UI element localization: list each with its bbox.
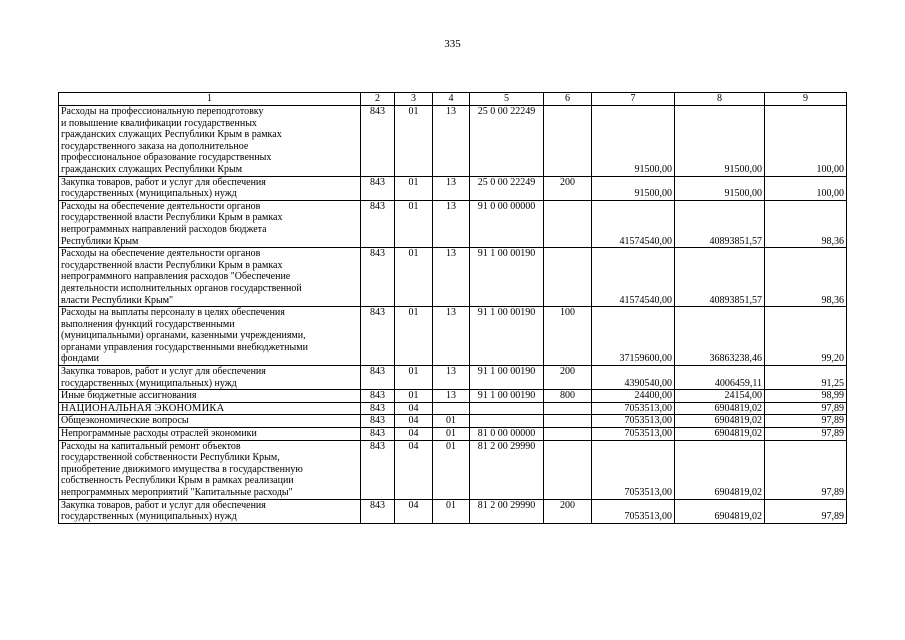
row-target-cell	[470, 402, 544, 415]
row-expense-type-cell	[544, 248, 592, 307]
row-section-cell: 04	[395, 428, 433, 441]
row-percent-cell: 97,89	[765, 402, 847, 415]
table-row	[59, 106, 847, 177]
row-actual-cell: 91500,00	[675, 176, 765, 200]
row-code-cell: 843	[361, 390, 395, 403]
row-percent-cell: 97,89	[765, 499, 847, 523]
row-percent-cell: 100,00	[765, 106, 847, 177]
row-target-cell: 81 0 00 00000	[470, 428, 544, 441]
row-name-cell: Расходы на профессиональную переподготовку и повышение квалификации государственных гражданских служащих Республики Крым в рамках государственного заказа на дополнительное профессиональное образование государственных гражданских служащих Республики Крым	[59, 106, 361, 177]
row-name-cell: Непрограммные расходы отраслей экономики	[59, 428, 361, 441]
row-section-cell: 01	[395, 366, 433, 390]
row-code-cell: 843	[361, 106, 395, 177]
row-expense-type-cell: 800	[544, 390, 592, 403]
row-plan-cell: 24400,00	[592, 390, 675, 403]
row-code-cell: 843	[361, 402, 395, 415]
row-actual-cell: 6904819,02	[675, 402, 765, 415]
row-expense-type-cell: 200	[544, 176, 592, 200]
row-code-cell: 843	[361, 200, 395, 247]
row-plan-cell: 41574540,00	[592, 200, 675, 247]
row-name-cell: НАЦИОНАЛЬНАЯ ЭКОНОМИКА	[59, 402, 361, 415]
row-subsection-cell: 01	[433, 415, 470, 428]
row-section-cell: 04	[395, 415, 433, 428]
row-target-cell: 91 1 00 00190	[470, 307, 544, 366]
row-code-cell: 843	[361, 415, 395, 428]
row-section-cell: 01	[395, 200, 433, 247]
row-name-cell: Закупка товаров, работ и услуг для обеспечения государственных (муниципальных) нужд	[59, 499, 361, 523]
header-cell: 8	[675, 93, 765, 106]
row-target-cell: 25 0 00 22249	[470, 176, 544, 200]
table-row	[59, 428, 847, 441]
row-actual-cell: 6904819,02	[675, 428, 765, 441]
header-cell: 1	[59, 93, 361, 106]
row-percent-cell: 98,99	[765, 390, 847, 403]
row-plan-cell: 7053513,00	[592, 428, 675, 441]
row-expense-type-cell	[544, 106, 592, 177]
row-plan-cell: 7053513,00	[592, 402, 675, 415]
row-expense-type-cell	[544, 200, 592, 247]
table-row	[59, 307, 847, 366]
row-actual-cell: 4006459,11	[675, 366, 765, 390]
table-row	[59, 415, 847, 428]
row-subsection-cell: 13	[433, 176, 470, 200]
row-subsection-cell: 01	[433, 499, 470, 523]
row-name-cell: Расходы на выплаты персоналу в целях обеспечения выполнения функций государственными (муниципальными) органами, казенными учреждениями, органами управления государственными внебюджетными фондами	[59, 307, 361, 366]
row-expense-type-cell: 200	[544, 366, 592, 390]
row-section-cell: 01	[395, 307, 433, 366]
row-percent-cell: 98,36	[765, 200, 847, 247]
row-code-cell: 843	[361, 499, 395, 523]
row-target-cell: 81 2 00 29990	[470, 440, 544, 499]
row-subsection-cell: 13	[433, 366, 470, 390]
row-percent-cell: 91,25	[765, 366, 847, 390]
row-section-cell: 01	[395, 176, 433, 200]
row-actual-cell: 40893851,57	[675, 200, 765, 247]
row-target-cell: 91 1 00 00190	[470, 248, 544, 307]
row-plan-cell: 7053513,00	[592, 415, 675, 428]
row-subsection-cell: 13	[433, 390, 470, 403]
row-code-cell: 843	[361, 366, 395, 390]
budget-table	[58, 92, 847, 524]
row-section-cell: 04	[395, 440, 433, 499]
row-subsection-cell: 13	[433, 200, 470, 247]
row-percent-cell: 100,00	[765, 176, 847, 200]
row-plan-cell: 91500,00	[592, 106, 675, 177]
row-percent-cell: 99,20	[765, 307, 847, 366]
row-plan-cell: 7053513,00	[592, 499, 675, 523]
header-cell: 6	[544, 93, 592, 106]
table-row	[59, 402, 847, 415]
row-name-cell: Иные бюджетные ассигнования	[59, 390, 361, 403]
row-section-cell: 04	[395, 402, 433, 415]
table-row	[59, 499, 847, 523]
row-target-cell: 25 0 00 22249	[470, 106, 544, 177]
row-subsection-cell: 01	[433, 440, 470, 499]
header-cell: 2	[361, 93, 395, 106]
row-percent-cell: 97,89	[765, 440, 847, 499]
header-cell: 5	[470, 93, 544, 106]
row-code-cell: 843	[361, 248, 395, 307]
row-name-cell: Закупка товаров, работ и услуг для обеспечения государственных (муниципальных) нужд	[59, 176, 361, 200]
table-row	[59, 440, 847, 499]
table-row	[59, 366, 847, 390]
row-section-cell: 04	[395, 499, 433, 523]
row-name-cell: Закупка товаров, работ и услуг для обеспечения государственных (муниципальных) нужд	[59, 366, 361, 390]
row-plan-cell: 7053513,00	[592, 440, 675, 499]
row-plan-cell: 37159600,00	[592, 307, 675, 366]
row-name-cell: Расходы на обеспечение деятельности органов государственной власти Республики Крым в рамках непрограммного направления расходов "Обеспечение деятельности исполнительных органов государственной власти Республики Крым"	[59, 248, 361, 307]
row-name-cell: Расходы на обеспечение деятельности органов государственной власти Республики Крым в рамках непрограммных направлений расходов бюджета Республики Крым	[59, 200, 361, 247]
table-row	[59, 200, 847, 247]
row-actual-cell: 91500,00	[675, 106, 765, 177]
page-number: 335	[444, 38, 461, 50]
row-plan-cell: 91500,00	[592, 176, 675, 200]
row-name-cell: Расходы на капитальный ремонт объектов государственной собственности Республики Крым, приобретение движимого имущества в государственную собственность Республики Крым в рамках реализации непрограммных мероприятий "Капитальные расходы"	[59, 440, 361, 499]
row-actual-cell: 6904819,02	[675, 415, 765, 428]
row-subsection-cell: 13	[433, 248, 470, 307]
row-subsection-cell: 13	[433, 307, 470, 366]
row-plan-cell: 4390540,00	[592, 366, 675, 390]
row-actual-cell: 24154,00	[675, 390, 765, 403]
row-expense-type-cell	[544, 440, 592, 499]
row-expense-type-cell	[544, 402, 592, 415]
row-target-cell: 91 1 00 00190	[470, 390, 544, 403]
header-cell: 3	[395, 93, 433, 106]
row-expense-type-cell: 200	[544, 499, 592, 523]
row-percent-cell: 97,89	[765, 428, 847, 441]
header-cell: 9	[765, 93, 847, 106]
row-code-cell: 843	[361, 440, 395, 499]
row-actual-cell: 6904819,02	[675, 499, 765, 523]
row-expense-type-cell: 100	[544, 307, 592, 366]
row-actual-cell: 40893851,57	[675, 248, 765, 307]
row-code-cell: 843	[361, 176, 395, 200]
row-percent-cell: 98,36	[765, 248, 847, 307]
row-expense-type-cell	[544, 428, 592, 441]
row-plan-cell: 41574540,00	[592, 248, 675, 307]
header-row	[59, 93, 847, 106]
row-target-cell	[470, 415, 544, 428]
table-row	[59, 390, 847, 403]
row-section-cell: 01	[395, 390, 433, 403]
row-name-cell: Общеэкономические вопросы	[59, 415, 361, 428]
row-percent-cell: 97,89	[765, 415, 847, 428]
header-cell: 7	[592, 93, 675, 106]
row-expense-type-cell	[544, 415, 592, 428]
row-code-cell: 843	[361, 428, 395, 441]
table-row	[59, 176, 847, 200]
row-subsection-cell	[433, 402, 470, 415]
row-section-cell: 01	[395, 106, 433, 177]
row-code-cell: 843	[361, 307, 395, 366]
row-target-cell: 91 1 00 00190	[470, 366, 544, 390]
row-actual-cell: 6904819,02	[675, 440, 765, 499]
row-subsection-cell: 13	[433, 106, 470, 177]
row-target-cell: 81 2 00 29990	[470, 499, 544, 523]
header-cell: 4	[433, 93, 470, 106]
row-actual-cell: 36863238,46	[675, 307, 765, 366]
table-row	[59, 248, 847, 307]
row-target-cell: 91 0 00 00000	[470, 200, 544, 247]
row-section-cell: 01	[395, 248, 433, 307]
row-subsection-cell: 01	[433, 428, 470, 441]
